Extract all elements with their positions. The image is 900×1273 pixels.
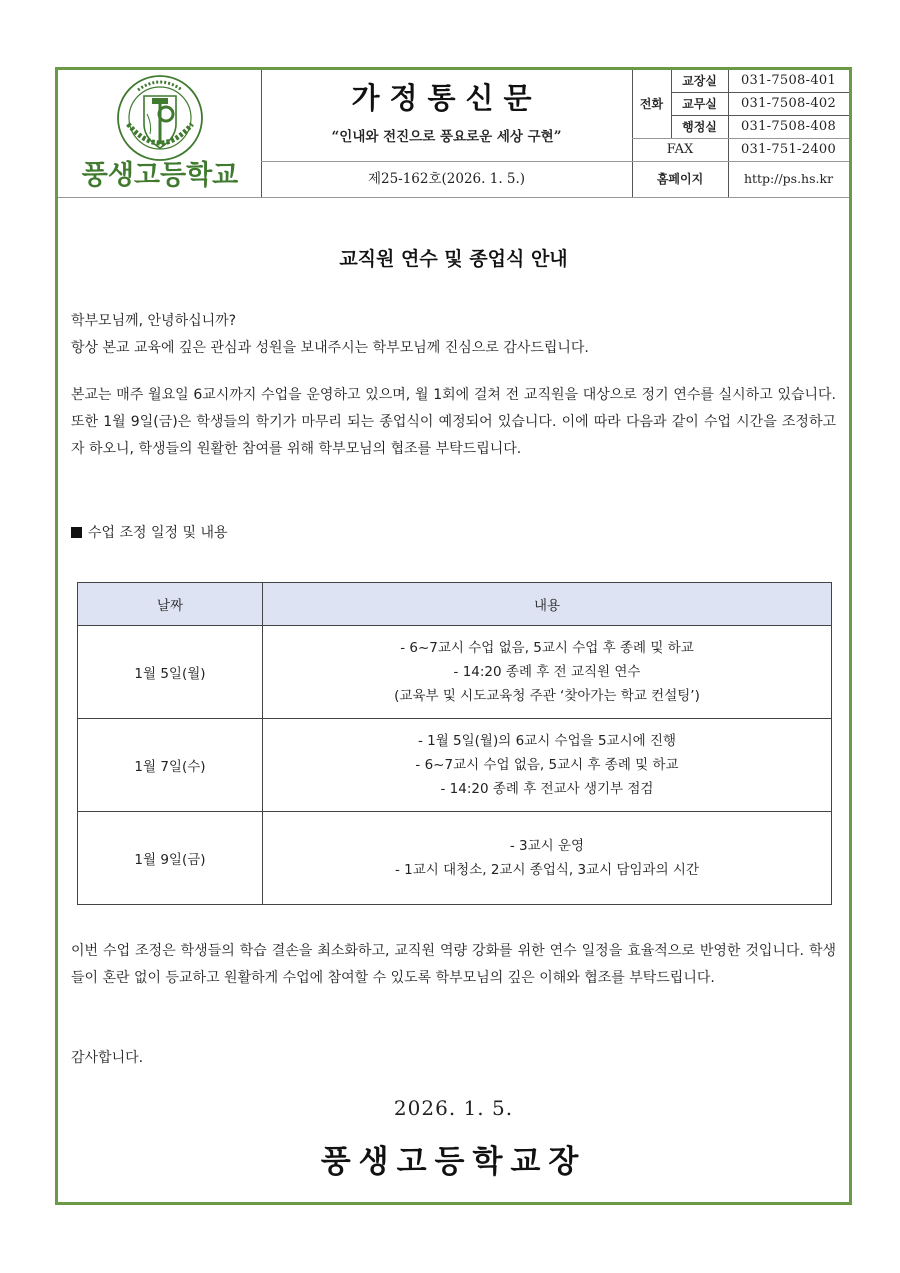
- school-motto: “인내와 전진으로 풍요로운 세상 구현”: [331, 129, 562, 145]
- greeting-line: 학부모님께, 안녕하십니까?: [71, 313, 237, 329]
- school-name: 풍생고등학교: [81, 160, 239, 191]
- content-line: - 6~7교시 수업 없음, 5교시 수업 후 종례 및 하교: [400, 640, 694, 656]
- fax-label: FAX: [666, 142, 694, 157]
- principal-signature: 풍생고등학교장: [320, 1144, 587, 1180]
- content-line: - 14:20 종례 후 전 교직원 연수: [453, 664, 641, 680]
- section-heading-text: 수업 조정 일정 및 내용: [88, 525, 228, 541]
- greeting: [71, 308, 836, 362]
- section-heading: [71, 522, 228, 542]
- room-admin: 행정실: [682, 120, 717, 134]
- date-cell: 1월 7일(수): [78, 719, 263, 812]
- content-line: - 3교시 운영: [509, 838, 585, 854]
- table-row: [78, 626, 832, 719]
- table-header-row: [78, 583, 832, 626]
- room-principal: 교장실: [682, 74, 717, 88]
- divider: [58, 197, 849, 198]
- table-row: [78, 719, 832, 812]
- date-cell: 1월 5일(월): [78, 626, 263, 719]
- homepage-label: 홈페이지: [656, 172, 704, 186]
- date-cell: 1월 9일(금): [78, 812, 263, 905]
- document-title: 교직원 연수 및 종업식 안내: [339, 248, 568, 270]
- closing-paragraph: 이번 수업 조정은 학생들의 학습 결손을 최소화하고, 교직원 역량 강화를 위한 연수 일정을 효율적으로 반영한 것입니다. 학생들이 혼란 없이 등교하고 원활하게 수업에 참여할 수 있도록 학부모님의 깊은 이해와 협조를 부탁드립니다.: [71, 943, 836, 986]
- phone-number: 031-7508-408: [740, 119, 837, 134]
- phone-number: 031-7508-401: [740, 73, 837, 88]
- newsletter-title: 가정통신문: [351, 81, 542, 115]
- content-cell: [263, 812, 832, 905]
- phone-label: 전화: [639, 97, 664, 111]
- column-header-date: 날짜: [78, 583, 263, 626]
- fax-number: 031-751-2400: [740, 142, 837, 157]
- content-line: - 14:20 종례 후 전교사 생기부 점검: [440, 781, 654, 797]
- letterhead: [58, 70, 849, 197]
- content-line: - 1교시 대청소, 2교시 종업식, 3교시 담임과의 시간: [395, 862, 699, 878]
- column-header-content: 내용: [263, 583, 832, 626]
- homepage-link[interactable]: http://ps.hs.kr: [743, 171, 834, 186]
- issue-number: 제25-162호(2026. 1. 5.): [367, 171, 526, 187]
- room-academic: 교무실: [682, 97, 717, 111]
- greeting-line: 항상 본교 교육에 깊은 관심과 성원을 보내주시는 학부모님께 진심으로 감사드립니다.: [71, 340, 589, 356]
- content-cell: [263, 626, 832, 719]
- intro-paragraph: 본교는 매주 월요일 6교시까지 수업을 운영하고 있으며, 월 1회에 걸쳐 전 교직원을 대상으로 정기 연수를 실시하고 있습니다. 또한 1월 9일(금)은 학생들의 학기가 마무리 되는 종업식이 예정되어 있습니다. 이에 따라 다음과 같이 수업 시간을 조정하고자 하오니, 학생들의 원활한 참여를 위해 학부모님의 협조를 부탁드립니다.: [71, 387, 836, 457]
- school-emblem-icon: [116, 74, 204, 162]
- thanks-text: 감사합니다.: [71, 1050, 144, 1066]
- content-line: - 6~7교시 수업 없음, 5교시 후 종례 및 하교: [415, 757, 679, 773]
- square-bullet-icon: [71, 527, 82, 538]
- issue-date: 2026. 1. 5.: [393, 1096, 514, 1120]
- table-row: [78, 812, 832, 905]
- school-logo: [58, 70, 261, 197]
- phone-number: 031-7508-402: [740, 96, 837, 111]
- content-line: (교육부 및 시도교육청 주관 ‘찾아가는 학교 컨설팅’): [394, 688, 700, 704]
- content-line: - 1월 5일(월)의 6교시 수업을 5교시에 진행: [417, 733, 677, 749]
- schedule-table: [77, 582, 832, 905]
- content-cell: [263, 719, 832, 812]
- newsletter-frame: [55, 67, 852, 1205]
